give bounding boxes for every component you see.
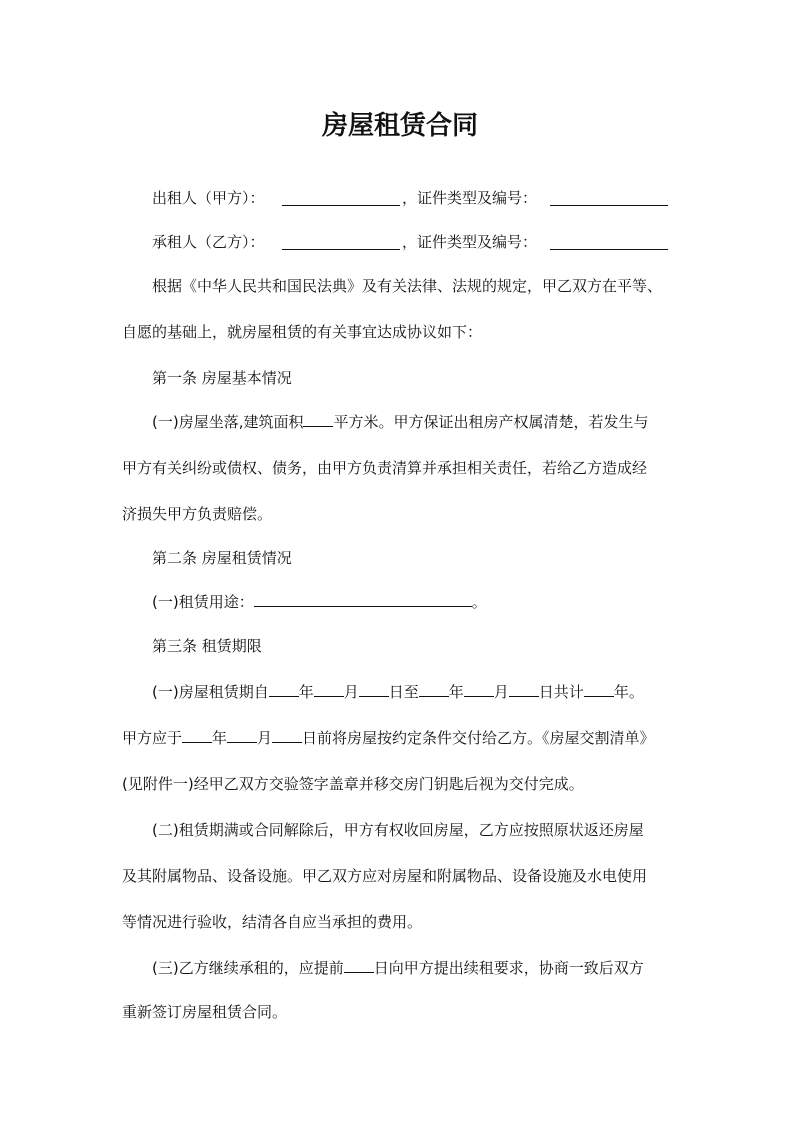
lessor-id-field[interactable] <box>550 190 668 206</box>
delivery-year-field[interactable] <box>182 727 212 743</box>
article-3-clause-2: (二)租赁期满或合同解除后，甲方有权收回房屋，乙方应按照原状返还房屋 <box>152 821 644 839</box>
lessee-id-field[interactable] <box>550 234 668 250</box>
year-label: 年 <box>448 683 464 701</box>
start-day-field[interactable] <box>359 681 389 697</box>
area-field[interactable] <box>303 411 333 427</box>
lessor-name-field[interactable] <box>282 190 400 206</box>
month-label: 月 <box>257 729 273 747</box>
delivery-day-field[interactable] <box>272 727 302 743</box>
end-year-field[interactable] <box>419 681 449 697</box>
article-3-heading: 第三条 租赁期限 <box>152 637 262 655</box>
lessor-line <box>152 186 265 210</box>
clause-text: 日向甲方提出续租要求，协商一致后双方 <box>373 959 644 977</box>
end-day-field[interactable] <box>509 681 539 697</box>
lessor-label: 出租人（甲方）： <box>152 189 265 207</box>
article-2-clause-1 <box>152 590 487 614</box>
lessee-id-label: ，证件类型及编号： <box>402 233 538 251</box>
lessee-name-field[interactable] <box>282 234 400 250</box>
lessor-id-label: ，证件类型及编号： <box>402 189 538 207</box>
month-label: 月 <box>343 683 359 701</box>
year-end-label: 年。 <box>613 683 644 701</box>
day-total-label: 日共计 <box>538 683 584 701</box>
clause-text: 甲方应于 <box>122 729 183 747</box>
clause-text: 日前将房屋按约定条件交付给乙方。《房屋交割清单》 <box>302 729 655 747</box>
clause-text: (一)租赁用途： <box>152 593 254 611</box>
renewal-days-field[interactable] <box>344 957 374 973</box>
clause-text: (三)乙方继续承租的，应提前 <box>152 959 344 977</box>
article-1-clause-1 <box>152 410 649 434</box>
article-1-heading: 第一条 房屋基本情况 <box>152 369 292 387</box>
clause-text: 。 <box>471 593 487 611</box>
article-1-line-3: 济损失甲方负责赔偿。 <box>122 505 273 523</box>
article-1-line-2: 甲方有关纠纷或债权、债务，由甲方负责清算并承担相关责任，若给乙方造成经 <box>122 459 648 477</box>
lessee-label: 承租人（乙方）： <box>152 233 265 251</box>
usage-field[interactable] <box>254 591 472 607</box>
lessee-line <box>152 230 265 254</box>
article-2-heading: 第二条 房屋租赁情况 <box>152 549 292 567</box>
start-year-field[interactable] <box>269 681 299 697</box>
clause-text: (一)房屋坐落,建筑面积 <box>152 413 304 431</box>
clause-text: 平方米。甲方保证出租房产权属清楚，若发生与 <box>333 413 649 431</box>
year-label: 年 <box>298 683 314 701</box>
year-label: 年 <box>212 729 228 747</box>
article-3-clause-3 <box>152 956 644 980</box>
clause-text: (一)房屋租赁期自 <box>152 683 269 701</box>
article-3-clause-1 <box>152 680 644 704</box>
article-3-delivery-line <box>122 726 655 750</box>
page-title: 房屋租赁合同 <box>321 111 478 141</box>
delivery-month-field[interactable] <box>227 727 257 743</box>
article-3-line-8: 重新签订房屋租赁合同。 <box>122 1003 288 1021</box>
total-years-field[interactable] <box>584 681 614 697</box>
article-3-line-5: 及其附属物品、设备设施。甲乙双方应对房屋和附属物品、设备设施及水电使用 <box>122 867 648 885</box>
end-month-field[interactable] <box>464 681 494 697</box>
intro-line-2: 自愿的基础上，就房屋租赁的有关事宜达成协议如下： <box>122 323 483 341</box>
start-month-field[interactable] <box>314 681 344 697</box>
article-3-line-3: (见附件一)经甲乙双方交验签字盖章并移交房门钥匙后视为交付完成。 <box>122 775 584 793</box>
day-to-label: 日至 <box>388 683 419 701</box>
intro-line-1: 根据《中华人民共和国民法典》及有关法律、法规的规定，甲乙双方在平等、 <box>152 277 663 295</box>
month-label: 月 <box>493 683 509 701</box>
article-3-line-6: 等情况进行验收，结清各自应当承担的费用。 <box>122 913 423 931</box>
